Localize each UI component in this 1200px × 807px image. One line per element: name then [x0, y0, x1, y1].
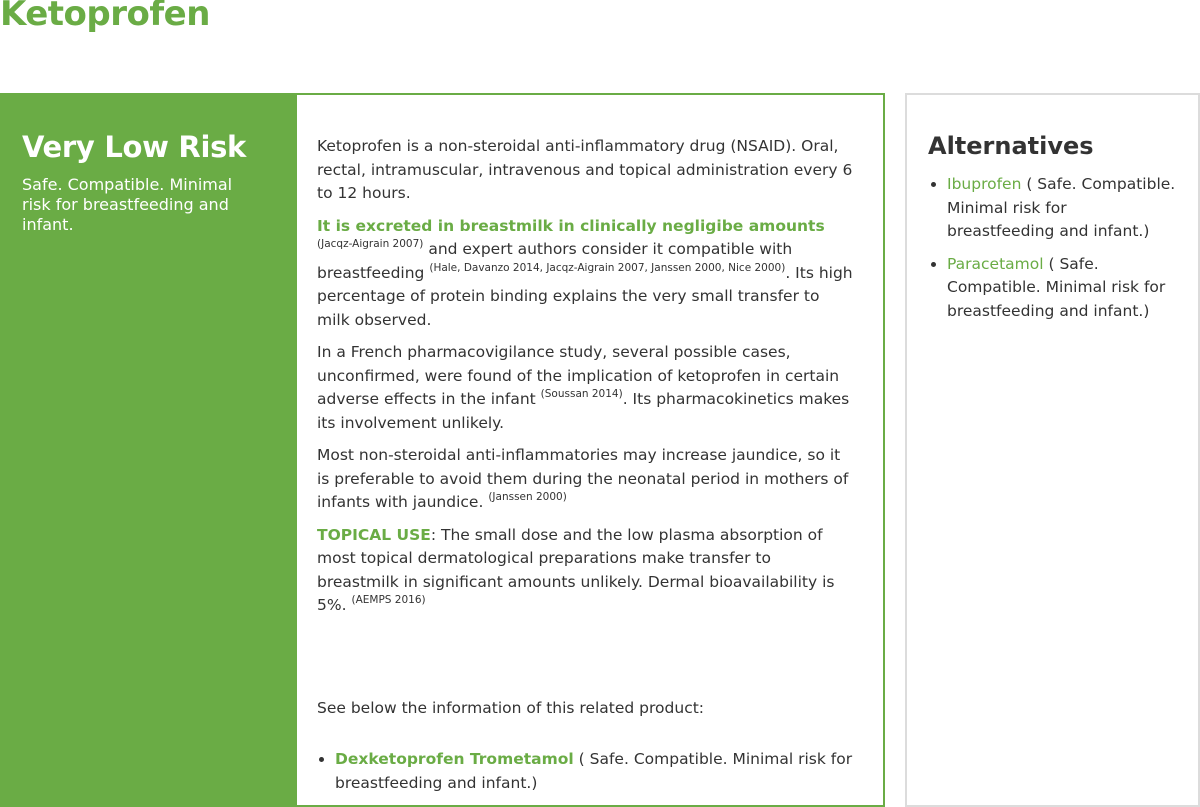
spacer	[317, 627, 857, 697]
alternative-link-ibuprofen[interactable]: Ibuprofen	[947, 175, 1022, 193]
paragraph-overview: Ketoprofen is a non-steroidal anti-inflammatory drug (NSAID). Oral, rectal, intramuscular, intravenous and topical administration every 6 to 12 hours.	[317, 137, 853, 202]
alternative-note: ( Safe. Compatible. Minimal risk for breastfeeding and infant.)	[947, 254, 1166, 320]
alternative-item	[947, 253, 1178, 324]
page-title: Ketoprofen	[0, 0, 210, 34]
paragraph-pharmacovigilance	[317, 341, 857, 435]
risk-level: Very Low Risk	[22, 130, 247, 164]
citation: (Soussan 2014)	[540, 388, 623, 400]
citation: (Janssen 2000)	[488, 491, 567, 503]
related-intro: See below the information of this related product:	[317, 698, 705, 717]
alternative-link-paracetamol[interactable]: Paracetamol	[947, 254, 1044, 273]
related-product-link[interactable]: Dexketoprofen Trometamol	[335, 750, 574, 768]
alternatives-title: Alternatives	[928, 132, 1094, 160]
main-content	[297, 93, 885, 807]
citation: (AEMPS 2016)	[351, 594, 426, 606]
citation: (Hale, Davanzo 2014, Jacqz-Aigrain 2007, Janssen 2000, Nice 2000)	[429, 261, 786, 274]
alternatives-panel	[905, 93, 1200, 807]
risk-description: Safe. Compatible. Minimal risk for breastfeeding and infant.	[22, 175, 233, 234]
paragraph-text: : The small dose and the low plasma absorption of most topical dermatological preparations make transfer to breastmilk in significant amounts unlikely. Dermal bioavailability is 5%.	[317, 525, 835, 614]
paragraph-topical-use	[317, 524, 857, 618]
paragraph-text: . Its pharmacokinetics makes its involvement unlikely.	[317, 390, 850, 432]
citation: (Jacqz-Aigrain 2007)	[317, 238, 424, 250]
paragraph-excretion	[317, 215, 857, 333]
alternative-note: ( Safe. Compatible. Minimal risk for breastfeeding and infant.)	[947, 175, 1176, 240]
topical-use-label: TOPICAL USE	[317, 525, 431, 544]
excretion-highlight: It is excreted in breastmilk in clinically negligibe amounts	[317, 216, 825, 235]
paragraph-text: Most non-steroidal anti-inflammatories may increase jaundice, so it is preferable to avoid them during the neonatal period in mothers of infants with jaundice.	[317, 446, 849, 511]
related-product-item	[335, 748, 857, 795]
related-products-list	[317, 748, 857, 795]
paragraph-jaundice	[317, 444, 857, 515]
alternative-item	[947, 173, 1178, 244]
related-product-note: ( Safe. Compatible. Minimal risk for breastfeeding and infant.)	[335, 750, 853, 792]
paragraph-text: . Its high percentage of protein binding explains the very small transfer to milk observed.	[317, 263, 853, 329]
paragraph-text: and expert authors consider it compatible with breastfeeding	[317, 240, 793, 282]
paragraph-text: In a French pharmacovigilance study, several possible cases, unconfirmed, were found of the implication of ketoprofen in certain adverse effects in the infant	[317, 343, 840, 408]
alternatives-list	[928, 173, 1178, 323]
risk-panel	[0, 93, 297, 807]
